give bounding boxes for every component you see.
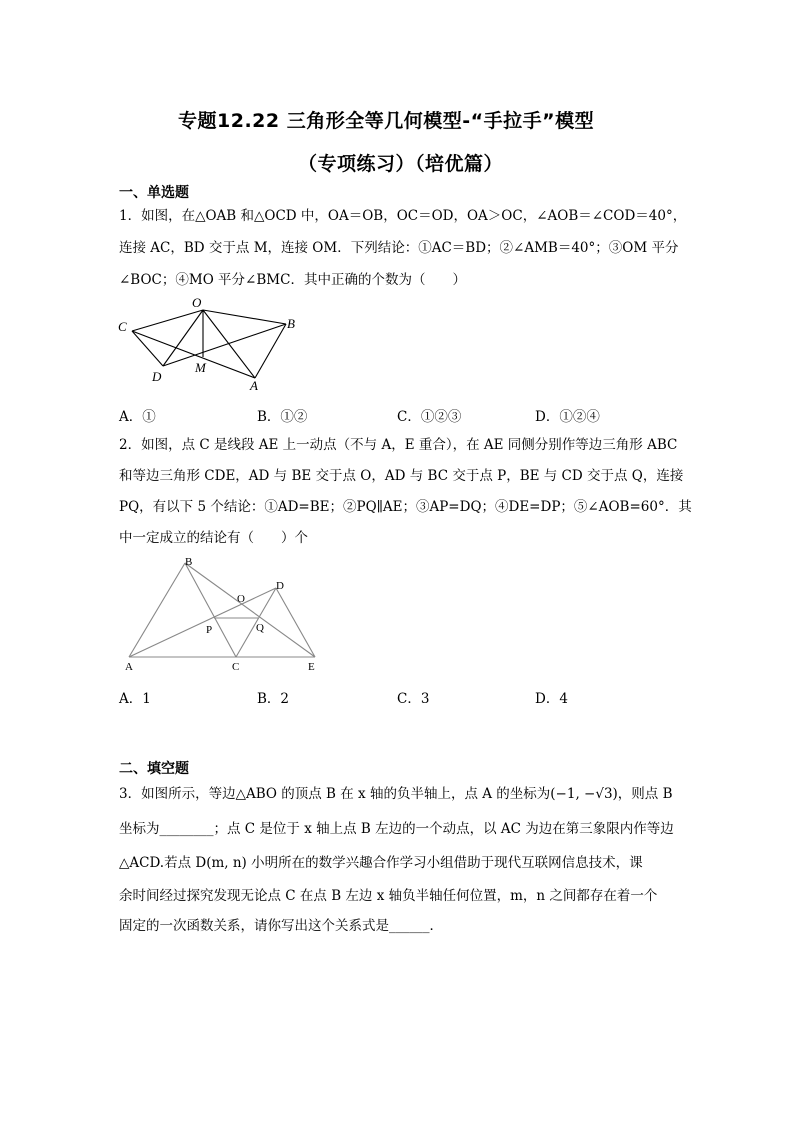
question-3-line-4: 余时间经过探究发现无论点 C 在点 B 左边 x 轴负半轴任何位置，m，n 之间都存在着一个 bbox=[119, 888, 658, 904]
question-2-option-a[interactable]: A．1 bbox=[119, 691, 151, 707]
figure-2-label-A: A bbox=[125, 661, 133, 673]
question-1-option-b[interactable]: B．①② bbox=[257, 409, 308, 425]
question-3-line-1: 3．如图所示，等边△ABO 的顶点 B 在 x 轴的负半轴上，点 A 的坐标为(−1, −√3)，则点 B bbox=[119, 786, 673, 802]
figure-1-label-A: A bbox=[250, 378, 258, 393]
question-2-line-1: 2．如图，点 C 是线段 AE 上一动点（不与 A，E 重合），在 AE 同侧分别作等边三角形 ABC bbox=[119, 437, 678, 453]
question-1-line-3: ∠BOC；④MO 平分∠BMC．其中正确的个数为（ ） bbox=[119, 272, 466, 288]
section-heading-single-choice: 一、单选题 bbox=[119, 185, 189, 201]
page-title: 专题12.22 三角形全等几何模型-“手拉手”模型 bbox=[178, 110, 595, 132]
section-heading-fill-in: 二、填空题 bbox=[119, 761, 189, 777]
question-1-option-a[interactable]: A．① bbox=[119, 409, 156, 425]
figure-1-label-O: O bbox=[192, 295, 202, 310]
figure-1-label-C: C bbox=[118, 319, 127, 334]
question-2-line-3: PQ，有以下 5 个结论：①AD=BE；②PQ∥AE；③AP=DQ；④DE=DP；⑤∠AOB=60°．其 bbox=[119, 499, 692, 515]
question-1-option-c[interactable]: C．①②③ bbox=[397, 409, 462, 425]
question-1-line-2: 连接 AC，BD 交于点 M，连接 OM．下列结论：①AC＝BD；②∠AMB＝40°；③OM 平分 bbox=[119, 240, 679, 256]
question-3-line-2: 坐标为________；点 C 是位于 x 轴上点 B 左边的一个动点，以 AC 为边在第三象限内作等边 bbox=[119, 821, 674, 837]
figure-1-label-D: D bbox=[152, 369, 162, 384]
question-2-figure bbox=[115, 552, 330, 674]
question-1-line-1: 1．如图，在△OAB 和△OCD 中，OA＝OB，OC＝OD，OA＞OC，∠AOB＝∠COD＝40°， bbox=[119, 208, 687, 224]
figure-2-label-E: E bbox=[308, 661, 315, 673]
question-2-line-4: 中一定成立的结论有（ ）个 bbox=[119, 530, 308, 546]
question-2-line-2: 和等边三角形 CDE，AD 与 BE 交于点 O，AD 与 BC 交于点 P，BE 与 CD 交于点 Q，连接 bbox=[119, 468, 684, 484]
page-subtitle: （专项练习）（培优篇） bbox=[298, 153, 504, 175]
figure-2-label-Q: Q bbox=[256, 622, 264, 634]
figure-2-label-P: P bbox=[206, 624, 213, 636]
figure-1-label-M: M bbox=[195, 360, 206, 375]
figure-1-label-B: B bbox=[287, 316, 295, 331]
figure-2-label-B: B bbox=[185, 556, 193, 568]
question-1-figure bbox=[110, 295, 310, 395]
question-2-option-b[interactable]: B．2 bbox=[257, 691, 290, 707]
question-3-line-5: 固定的一次函数关系，请你写出这个关系式是______． bbox=[119, 918, 443, 934]
question-2-option-c[interactable]: C．3 bbox=[397, 691, 430, 707]
question-3-line-3: △ACD.若点 D(m, n) 小明所在的数学兴趣合作学习小组借助于现代互联网信息技术，课 bbox=[119, 855, 643, 871]
question-1-option-d[interactable]: D．①②④ bbox=[535, 409, 600, 425]
question-2-option-d[interactable]: D．4 bbox=[535, 691, 568, 707]
figure-2-label-C: C bbox=[232, 661, 240, 673]
figure-2-label-D: D bbox=[276, 580, 284, 592]
figure-2-label-O: O bbox=[237, 593, 245, 605]
